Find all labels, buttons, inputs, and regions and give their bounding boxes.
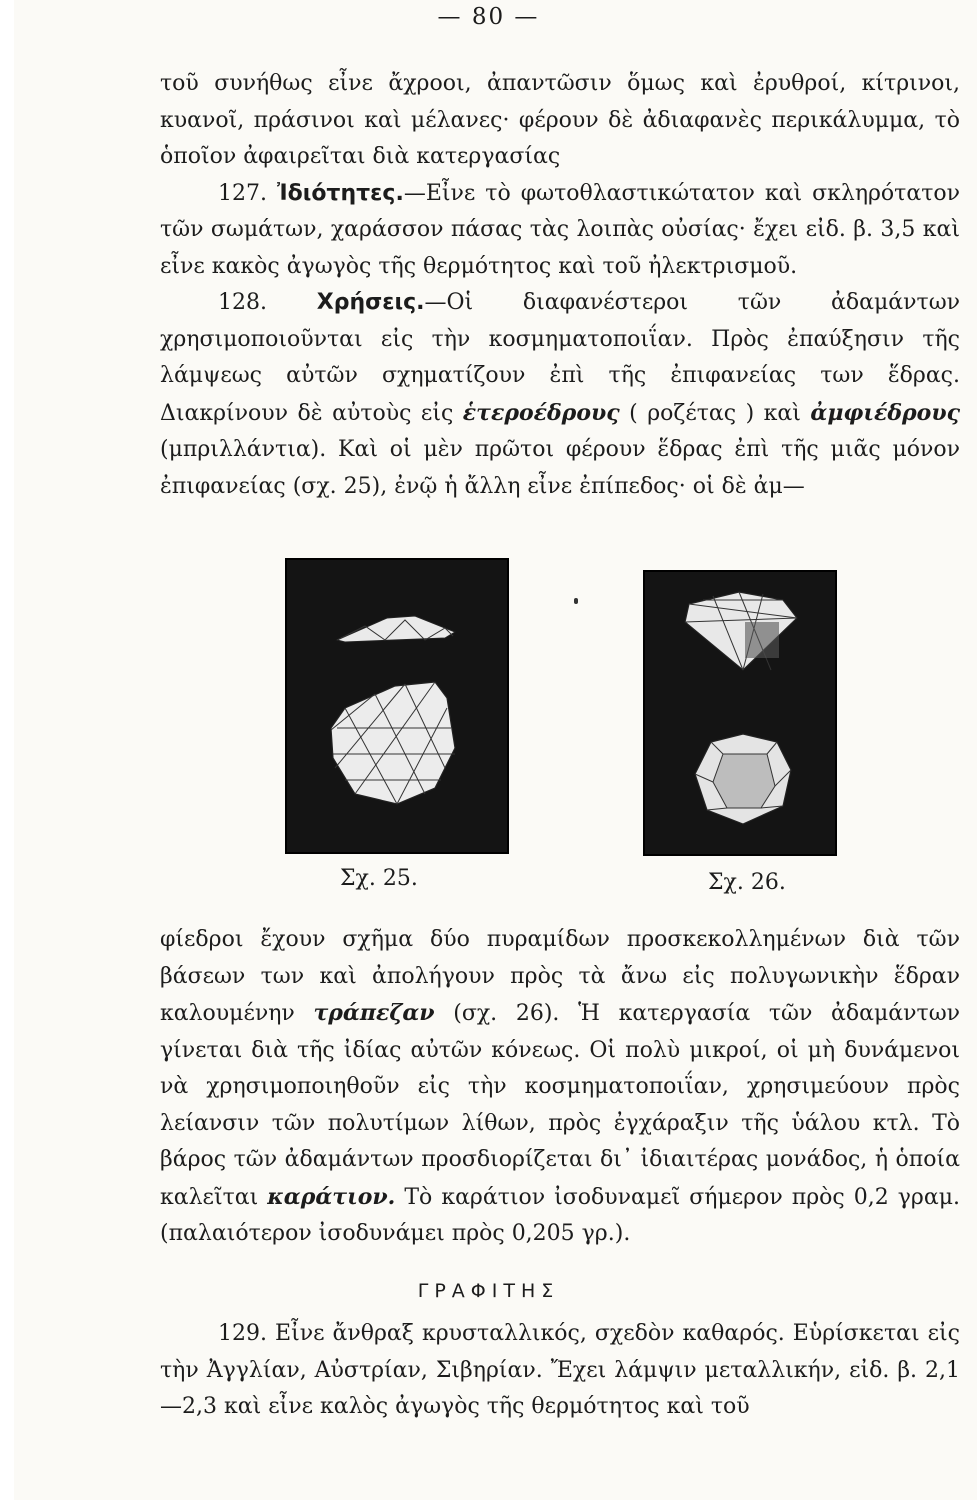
paragraph-body: —Εἶνε τὸ φωτοθλαστικώτατον καὶ σκληρότατον τῶν σωμάτων, χαράσσον πάσας τὰς λοιπὰς οὐσίας· ἔχει εἰδ. β. 3,5 καὶ εἶνε κακὸς ἀγωγὸς τῆς θερμότητος καὶ τοῦ ἠλεκτρισμοῦ. [160, 180, 960, 279]
paragraph-body: ( ροζέτας ) καὶ [629, 400, 801, 426]
figure-26-brilliant-cut-diamond [643, 570, 837, 856]
paragraph-continuation: τοῦ συνήθως εἶνε ἄχροοι, ἀπαντῶσιν ὅμως καὶ ἐρυθροί, κίτρινοι, κυανοῖ, πράσινοι καὶ μέλανες· φέρουν δὲ ἀδιαφανὲς περικάλυμμα, τὸ ὁποῖον ἀφαιρεῖται διὰ κατεργασίας [160, 71, 960, 169]
page-number: — 80 — [437, 4, 540, 30]
rose-cut-diamond-illustration [285, 558, 509, 854]
figure-25-caption: Σχ. 25. [340, 866, 418, 891]
paragraph-body: φίεδροι ἔχουν σχῆμα δύο πυραμίδων προσκεκολλημένων διὰ τῶν βάσεων των καὶ ἀπολήγουν πρὸς τὰ ἄνω εἰς πολυγωνικὴν ἕδραν καλουμένην [160, 927, 960, 1026]
paragraph-129 [160, 1316, 960, 1426]
paragraph-body: Εἶνε ἄνθραξ κρυσταλλικός, σχεδὸν καθαρός. Εὑρίσκεται εἰς τὴν Ἀγγλίαν, Αὐστρίαν, Σιβηρίαν. Ἔχει λάμψιν μεταλλικήν, εἰδ. β. 2,1—2,3 καὶ εἶνε καλὸς ἀγωγὸς τῆς θερμότητος καὶ τοῦ [160, 1321, 960, 1419]
brilliant-cut-diamond-illustration [643, 570, 837, 856]
bottom-text-block [160, 1316, 960, 1426]
term-heterohedral: ἑτεροέδρους [462, 399, 620, 426]
paragraph-number: 129. [218, 1321, 267, 1346]
paragraph-128-continuation [160, 922, 960, 1253]
printing-speck [574, 598, 578, 604]
figure-26-caption: Σχ. 26. [708, 870, 786, 895]
middle-text-block [160, 922, 960, 1253]
section-title: ΓΡΑΦΙΤΗΣ [417, 1280, 560, 1302]
top-text-block [160, 66, 960, 505]
term-carat: καράτιον. [267, 1183, 396, 1210]
paragraph-heading: Ἰδιότητες. [277, 180, 404, 206]
figure-25-rose-cut-diamond [285, 558, 509, 854]
paragraph-body: —Οἱ διαφανέστεροι τῶν ἀδαμάντων χρησιμοποιοῦνται εἰς τὴν κοσμηματοποιΐαν. Πρὸς ἐπαύξησιν τῆς λάμψεως αὐτῶν σχηματίζουν ἐπὶ τῆς ἐπιφανείας των ἕδρας. Διακρίνουν δὲ αὐτοὺς εἰς [160, 290, 961, 426]
term-amphihedral: ἀμφιέδρους [810, 399, 960, 426]
paragraph-body: (σχ. 26). Ἡ κατεργασία τῶν ἀδαμάντων γίνεται διὰ τῆς ἰδίας αὐτῶν κόνεως. Οἱ πολὺ μικροί, οἱ μὴ δυνάμενοι νὰ χρησιμοποιηθοῦν εἰς τὴν κοσμηματοποιΐαν, χρησιμεύουν πρὸς λείανσιν τῶν πολυτίμων λίθων, πρὸς ἐγχάραξιν τῆς ὑάλου κτλ. Τὸ βάρος τῶν ἀδαμάντων προσδιορίζεται δι᾽ ἰδιαιτέρας μονάδος, ἡ ὁποία καλεῖται [160, 1001, 961, 1210]
paragraph-body: (μπριλλάντια). Καὶ οἱ μὲν πρῶτοι φέρουν ἕδρας ἐπὶ τῆς μιᾶς μόνον ἐπιφανείας (σχ. 25), ἐνῷ ἡ ἄλλη εἶνε ἐπίπεδος· οἱ δὲ ἀμ— [160, 437, 960, 499]
paragraph-number: 127. [218, 180, 267, 206]
paragraph-body: Τὸ καράτιον ἰσοδυναμεῖ σήμερον πρὸς 0,2 γραμ. (παλαιότερον ἰσοδυνάμει πρὸς 0,205 γρ.). [160, 1184, 961, 1246]
paragraph-127 [160, 176, 960, 286]
term-table: τράπεζαν [313, 1000, 435, 1026]
paragraph-number: 128. [218, 290, 267, 315]
paragraph-128 [160, 285, 960, 505]
paragraph-heading: Χρήσεις. [316, 290, 425, 315]
